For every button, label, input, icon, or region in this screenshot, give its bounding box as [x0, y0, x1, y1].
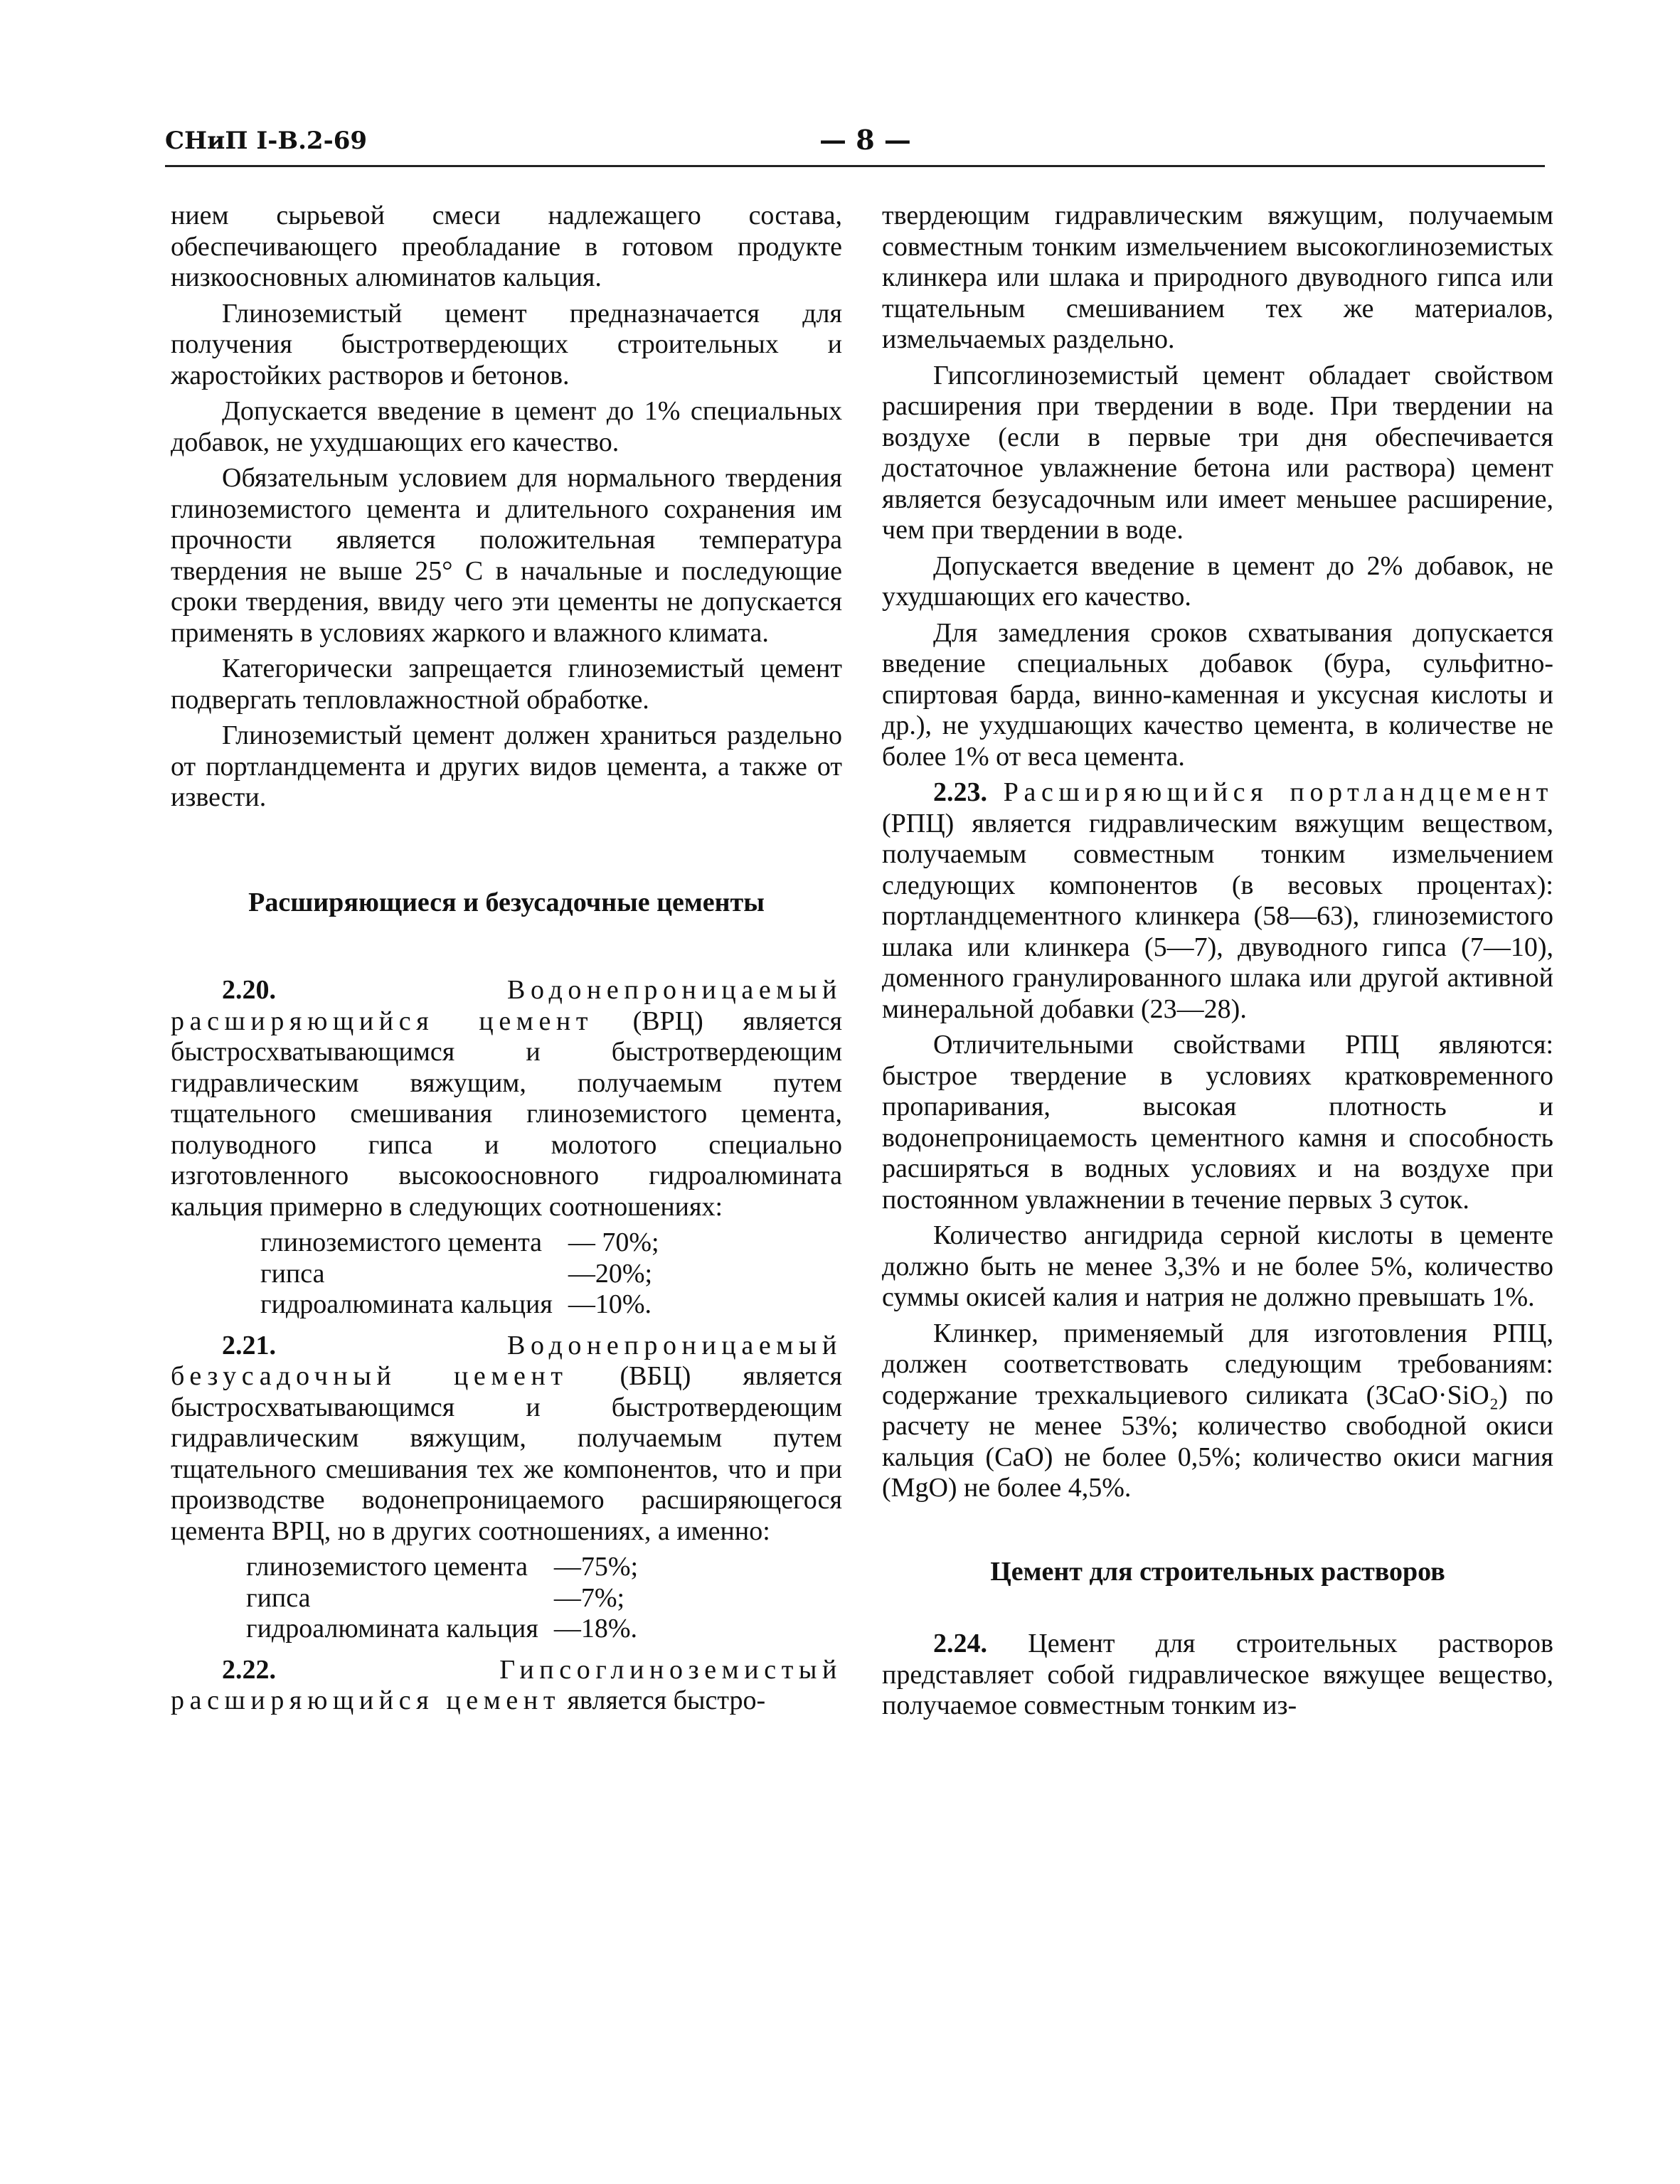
component-name: гидроалюмината кальция — [246, 1614, 538, 1644]
paragraph-expansion: Гипсоглиноземистый цемент обладает свойством расширения при твердении в воде. При твердении на воздухе (если в первые три дня обеспечивается достаточное увлажнение бетона или раствора) цемент является безусадочным или имеет меньшее расширение, чем при твердении в воде. — [882, 360, 1553, 545]
clause-number: 2.23. — [933, 777, 987, 807]
paragraph-hardening-condition: Обязательным условием для нормального твердения глиноземистого цемента и длительного сохранения им прочности является положительная температура твердения не выше 25° С в начальные и последующие сроки твердения, ввиду чего эти цементы не допускается применять в условиях жаркого и влажного климата. — [171, 463, 842, 648]
clause-number: 2.20. — [222, 975, 276, 1005]
paragraph-purpose: Глиноземистый цемент предназначается для получения быстротвердеющих строительных и жаростойких растворов и бетонов. — [171, 298, 842, 390]
component-name: гидроалюмината кальция — [260, 1289, 553, 1319]
section-heading-expanding-cements: Расширяющиеся и безусадочные цементы — [248, 887, 765, 917]
clause-text: является быстро- — [567, 1685, 766, 1715]
paragraph-storage: Глиноземистый цемент должен храниться раздельно от портландцемента и других видов цемента, а также от извести. — [171, 720, 842, 812]
section-heading-mortar-cement: Цемент для строительных растворов — [990, 1556, 1445, 1587]
composition-row — [260, 1259, 659, 1290]
clause-number: 2.21. — [222, 1330, 276, 1360]
composition-row — [260, 1227, 659, 1259]
component-name: глиноземистого цемента — [260, 1227, 543, 1257]
component-value: —7%; — [553, 1582, 625, 1613]
component-value: —18%. — [553, 1614, 638, 1644]
clause-2-24 — [882, 1629, 1553, 1722]
component-value: —20%; — [568, 1258, 653, 1289]
composition-row — [246, 1583, 638, 1614]
paragraph-prohibition: Категорически запрещается глиноземистый цемент подвергать тепловлажностной обработке. — [171, 654, 842, 715]
clause-text: (РПЦ) является гидравлическим вяжущим веществом, получаемым совместным тонким измельчением следующих компонентов (в весовых процентах): портландцементного клинкера (58—63), глиноземистого шлака или клинкера (5—7), двуводного гипса (7—10), доменного гранулированного шлака или другой активной минеральной добавки (23—28). — [882, 808, 1553, 1024]
clause-term: Расширяющийся портландцемент — [1003, 777, 1553, 807]
paragraph-continuation: твердеющим гидравлическим вяжущим, получаемым совместным тонким измельчением высокоглиноземистых клинкера или шлака и природного двуводного гипса или тщательным смешиванием тех же материалов, измельчаемых раздельно. — [882, 201, 1553, 354]
component-value: —75%; — [553, 1552, 639, 1582]
left-column — [171, 201, 842, 1722]
composition-row — [260, 1289, 659, 1321]
paragraph-continuation: нием сырьевой смеси надлежащего состава, обеспечивающего преобладание в готовом продукте низкоосновных алюминатов кальция. — [171, 201, 842, 292]
clause-text: Цемент для строительных растворов представляет собой гидравлическое вяжущее вещество, получаемое совместным тонким из- — [882, 1629, 1553, 1720]
composition-table-vrc — [260, 1227, 659, 1321]
component-name: гипса — [260, 1258, 325, 1289]
header-rule — [165, 165, 1545, 167]
clause-term: Гипсоглиноземистый расширяющийся цемент — [171, 1654, 842, 1715]
clause-2-23 — [882, 777, 1553, 1025]
clause-2-21 — [171, 1331, 842, 1548]
paragraph-additives: Допускается введение в цемент до 2% добавок, не ухудшающих его качество. — [882, 550, 1553, 612]
composition-table-vbc — [246, 1552, 638, 1645]
paragraph-additives: Допускается введение в цемент до 1% специальных добавок, не ухудшающих его качество. — [171, 396, 842, 457]
document-code: СНиП I-В.2-69 — [165, 127, 368, 155]
clause-text: (ВБЦ) является быстросхватывающимся и быстротвердеющим гидравлическим вяжущим, получаемым путем тщательного смешивания тех же компонентов, что и при производстве водонепроницаемого расширяющегося цемента ВРЦ, но в других соотношениях, а именно: — [171, 1361, 843, 1546]
clause-term: Водонепроницаемый безусадочный цемент — [171, 1330, 842, 1391]
clause-2-20 — [171, 975, 842, 1222]
composition-row — [246, 1552, 638, 1583]
right-column — [882, 201, 1553, 1727]
paragraph-clinker-requirements: Клинкер, применяемый для изготовления РПЦ, должен соответствовать следующим требованиям: содержание трехкальциевого силиката (3CaO·SiO₂) по расчету не менее 53%; количество свободной окиси кальция (CaO) не более 0,5%; количество окиси магния (MgO) не более 4,5%. — [882, 1318, 1553, 1503]
clause-number: 2.22. — [222, 1654, 276, 1685]
component-name: гипса — [246, 1582, 311, 1613]
component-name: глиноземистого цемента — [246, 1552, 528, 1582]
paragraph-retarders: Для замедления сроков схватывания допускается введение специальных добавок (бура, сульфитно-спиртовая барда, винно-каменная и уксусная кислоты и др.), не ухудшающих качество цемента, в количестве не более 1% от веса цемента. — [882, 617, 1553, 772]
clause-text: (ВРЦ) является быстросхватывающимся и быстротвердеющим гидравлическим вяжущим, получаемым путем тщательного смешивания глиноземистого цемента, полуводного гипса и молотого специально изготовленного высокоосновного гидроалюмината кальция примерно в следующих соотношениях: — [171, 1006, 842, 1222]
page-number: — 8 — — [819, 124, 911, 156]
paragraph-sulfur-anhydride: Количество ангидрида серной кислоты в цементе должно быть не менее 3,3% и не более 5%, количество суммы окисей калия и натрия не должно превышать 1%. — [882, 1220, 1553, 1312]
component-value: —10%. — [568, 1289, 652, 1319]
component-value: — 70%; — [568, 1227, 659, 1257]
clause-number: 2.24. — [933, 1629, 987, 1658]
clause-2-22 — [171, 1655, 842, 1717]
paragraph-properties: Отличительными свойствами РПЦ являются: быстрое твердение в условиях кратковременного пропаривания, высокая плотность и водонепроницаемость цементного камня и способность расширяться в водных условиях и на воздухе при постоянном увлажнении в течение первых 3 суток. — [882, 1030, 1553, 1215]
clause-term: Водонепроницаемый расширяющийся цемент — [171, 975, 842, 1036]
composition-row — [246, 1614, 638, 1645]
